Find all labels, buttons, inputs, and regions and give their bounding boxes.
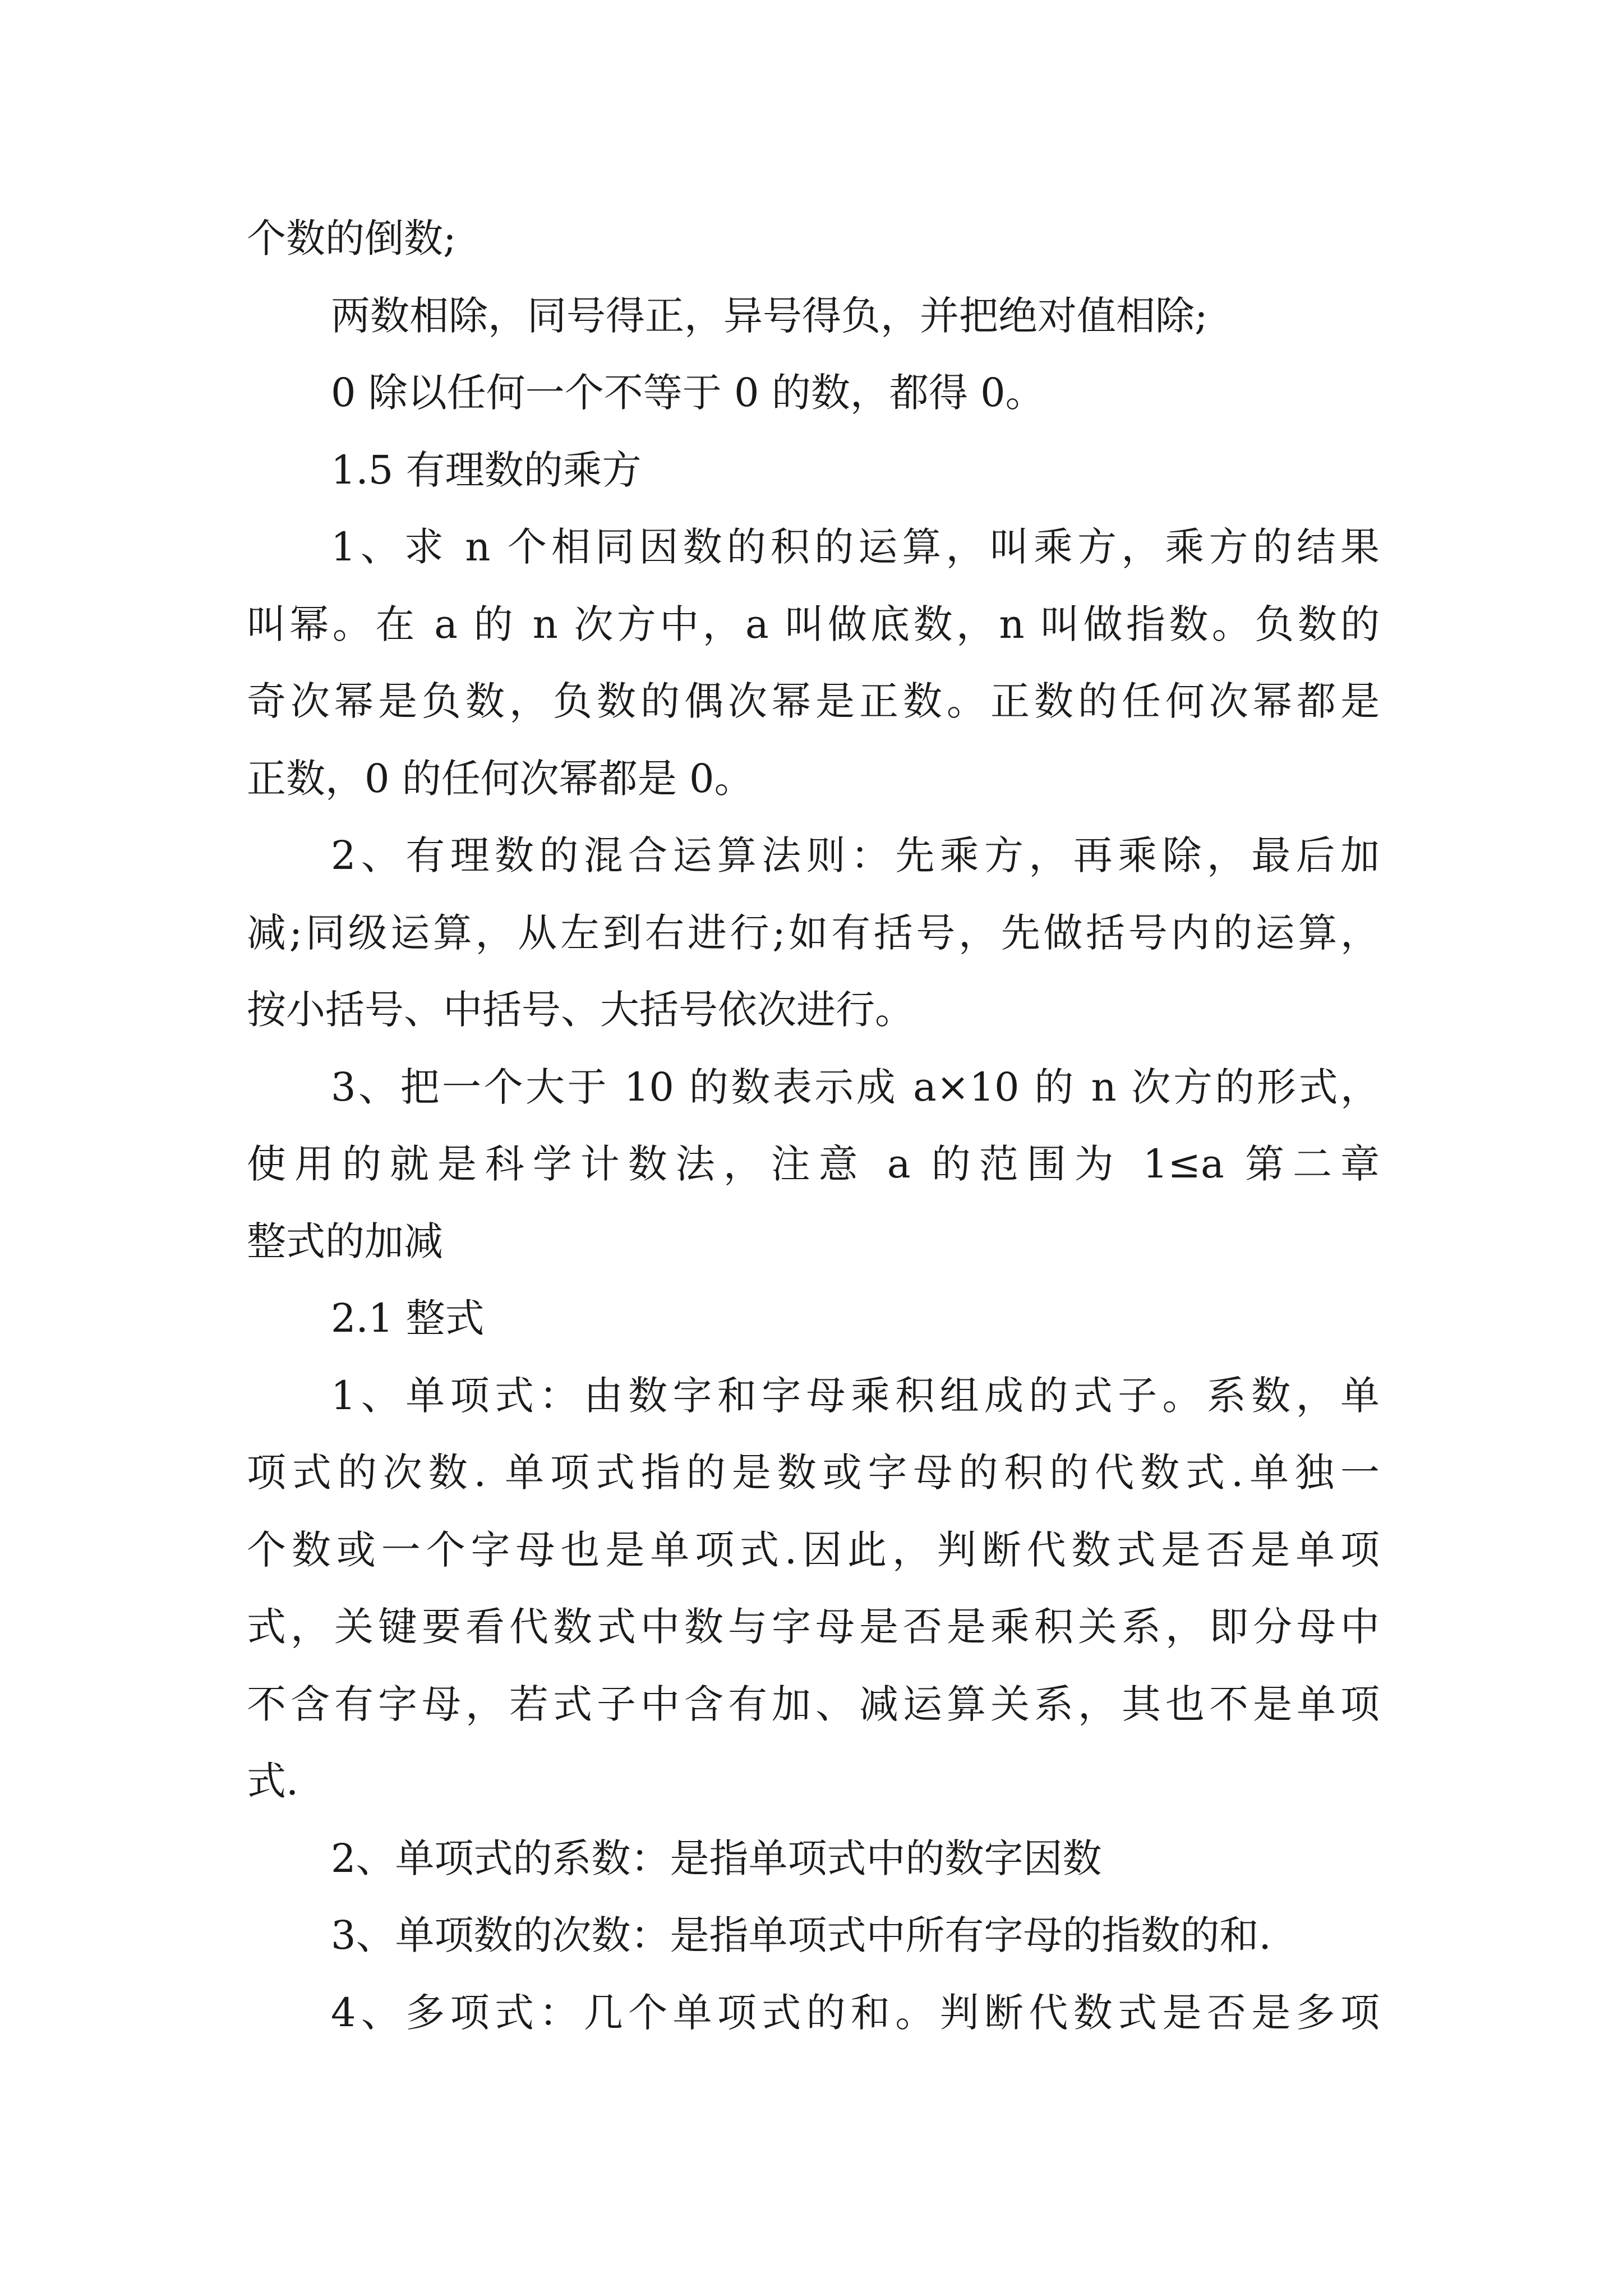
text-line: 2、单项式的系数：是指单项式中的数字因数	[331, 1835, 1102, 1881]
text-line: 不含有字母，若式子中含有加、减运算关系，其也不是单项	[247, 1681, 1380, 1727]
text-line: 0 除以任何一个不等于 0 的数，都得 0。	[331, 370, 1045, 416]
text-line: 正数，0 的任何次幂都是 0。	[247, 756, 754, 802]
text-line: 个数或一个字母也是单项式.因此，判断代数式是否是单项	[247, 1527, 1380, 1573]
text-line: 项式的次数. 单项式指的是数或字母的积的代数式.单独一	[247, 1450, 1380, 1496]
section-heading: 1.5 有理数的乘方	[331, 447, 642, 493]
chapter-heading: 整式的加减	[247, 1218, 443, 1264]
text-line: 式，关键要看代数式中数与字母是否是乘积关系，即分母中	[247, 1604, 1380, 1650]
text-line: 1、求 n 个相同因数的积的运算，叫乘方，乘方的结果	[331, 524, 1380, 570]
section-heading: 2.1 整式	[331, 1295, 485, 1341]
text-line: 减;同级运算，从左到右进行;如有括号，先做括号内的运算，	[247, 910, 1380, 956]
text-line: 2、有理数的混合运算法则：先乘方，再乘除，最后加	[331, 832, 1380, 878]
text-line: 按小括号、中括号、大括号依次进行。	[247, 987, 914, 1033]
text-line: 3、单项数的次数：是指单项式中所有字母的指数的和.	[331, 1912, 1271, 1958]
text-line: 两数相除，同号得正，异号得负，并把绝对值相除;	[331, 293, 1208, 339]
text-line: 个数的倒数;	[247, 215, 457, 261]
text-line: 3、把一个大于 10 的数表示成 a×10 的 n 次方的形式，	[331, 1064, 1380, 1110]
text-line: 4、多项式：几个单项式的和。判断代数式是否是多项	[331, 1990, 1380, 2036]
text-line: 式.	[247, 1758, 299, 1804]
text-line: 奇次幂是负数，负数的偶次幂是正数。正数的任何次幂都是	[247, 678, 1380, 724]
text-line: 1、单项式：由数字和字母乘积组成的式子。系数，单	[331, 1373, 1380, 1419]
text-line: 使用的就是科学计数法，注意 a 的范围为 1≤a 第二章	[247, 1141, 1380, 1187]
text-line: 叫幂。在 a 的 n 次方中，a 叫做底数，n 叫做指数。负数的	[247, 601, 1380, 647]
